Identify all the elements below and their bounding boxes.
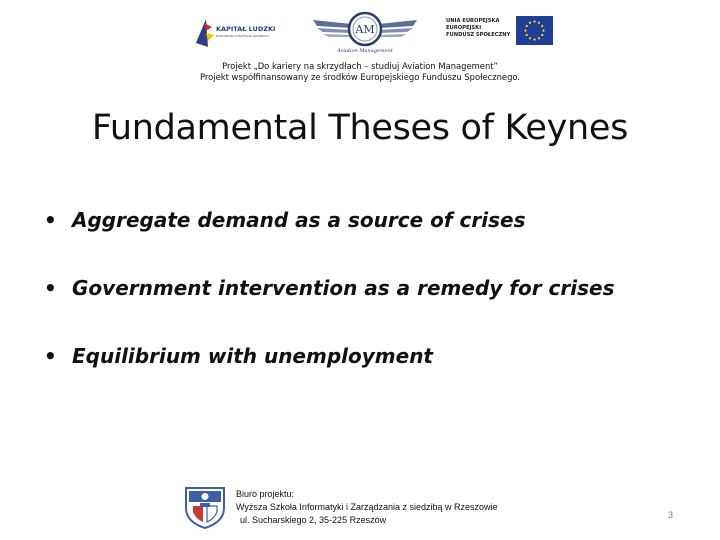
eu-star-icon bbox=[524, 29, 526, 31]
kapital-ludzki-name: KAPITAŁ LUDZKI bbox=[216, 25, 276, 33]
slide-title: Fundamental Theses of Keynes bbox=[91, 108, 629, 148]
bullet-list bbox=[44, 208, 644, 368]
office-school: Wyższa Szkoła Informatyki i Zarządzania z siedzibą w Rzeszowie bbox=[236, 502, 498, 512]
eu-line-2: EUROPEJSKI bbox=[446, 25, 482, 31]
kapital-ludzki-emblem-icon bbox=[192, 13, 216, 53]
eu-star-icon bbox=[526, 34, 528, 36]
bullet-item: • Aggregate demand as a source of crises bbox=[44, 208, 644, 232]
eu-star-icon bbox=[529, 37, 531, 39]
eu-line-3: FUNDUSZ SPOŁECZNY bbox=[446, 32, 511, 38]
eu-star-icon bbox=[538, 37, 540, 39]
office-address: ul. Sucharskiego 2, 35-225 Rzeszów bbox=[240, 515, 387, 525]
eu-star-icon bbox=[529, 22, 531, 24]
eu-star-icon bbox=[541, 34, 543, 36]
eu-star-icon bbox=[541, 25, 543, 27]
eu-star-icon bbox=[526, 25, 528, 27]
eu-text bbox=[446, 18, 510, 39]
eu-star-icon bbox=[538, 22, 540, 24]
eu-logo bbox=[443, 14, 555, 50]
bullet-item: • Government intervention as a remedy for crises bbox=[44, 276, 644, 300]
project-info bbox=[0, 61, 720, 83]
aviation-management-logo bbox=[307, 10, 423, 58]
footer bbox=[180, 484, 540, 534]
eu-line-1: UNIA EUROPEJSKA bbox=[446, 18, 500, 24]
eu-flag-icon bbox=[516, 16, 553, 45]
aviation-caption: Aviation Management bbox=[337, 48, 393, 54]
header-logos bbox=[0, 10, 720, 58]
aviation-monogram: AM bbox=[355, 23, 375, 36]
eu-star-icon bbox=[533, 20, 535, 22]
kapital-ludzki-subtitle: NARODOWA STRATEGIA SPÓJNOŚCI bbox=[216, 34, 270, 38]
eu-star-icon bbox=[533, 38, 535, 40]
project-office bbox=[236, 488, 498, 527]
project-line-1: Projekt „Do kariery na skrzydłach – studiuj Aviation Management” bbox=[222, 61, 498, 71]
bullet-item: • Equilibrium with unemployment bbox=[44, 344, 644, 368]
aviation-wings-emblem-icon bbox=[307, 10, 423, 50]
school-crest-icon bbox=[180, 486, 230, 530]
project-line-2: Projekt współfinansowany ze środków Europejskiego Funduszu Społecznego. bbox=[199, 72, 521, 82]
eu-star-icon bbox=[542, 29, 544, 31]
page-number: 3 bbox=[668, 510, 674, 520]
office-label: Biuro projektu: bbox=[236, 489, 295, 499]
kapital-ludzki-logo bbox=[192, 13, 300, 53]
